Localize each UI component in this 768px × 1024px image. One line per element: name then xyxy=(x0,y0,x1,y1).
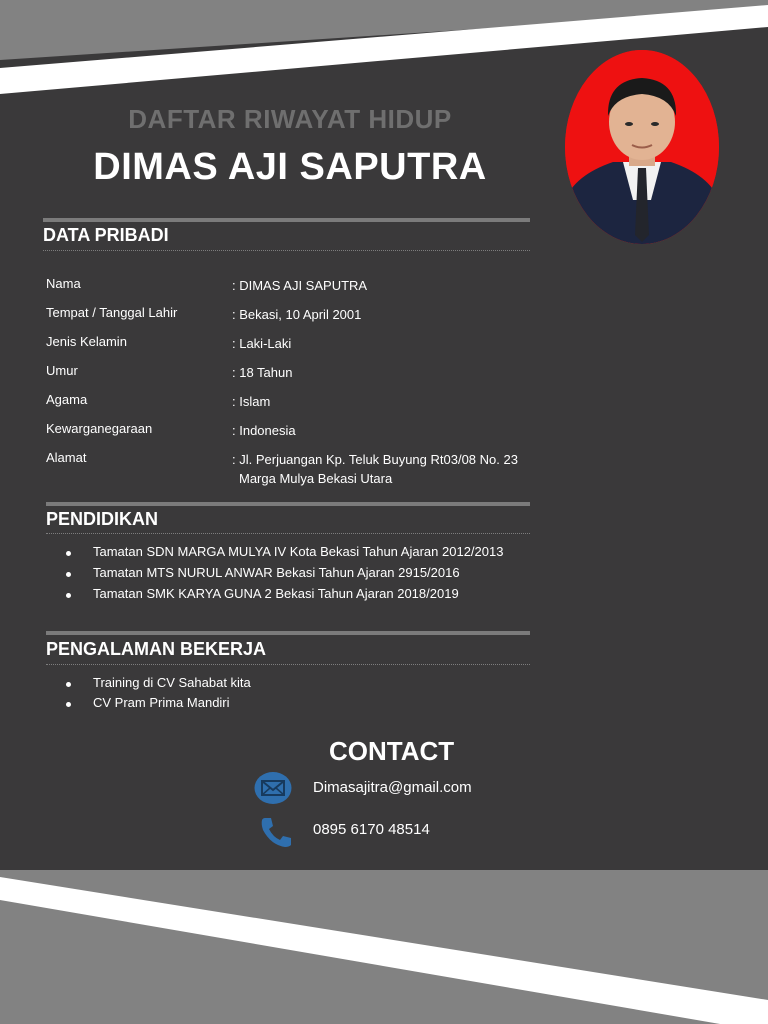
info-value: : Jl. Perjuangan Kp. Teluk Buyung Rt03/08 No. 23 xyxy=(232,452,518,467)
info-value: : Indonesia xyxy=(232,423,296,438)
info-value: : DIMAS AJI SAPUTRA xyxy=(232,278,368,293)
info-label: Nama xyxy=(46,276,81,291)
education-list xyxy=(66,544,503,607)
info-label: Tempat / Tanggal Lahir xyxy=(46,305,178,320)
info-value: : Bekasi, 10 April 2001 xyxy=(232,307,362,322)
info-value: : Islam xyxy=(232,394,271,409)
info-label: Umur xyxy=(46,363,78,378)
list-item: Tamatan MTS NURUL ANWAR Bekasi Tahun Ajaran 2915/2016 xyxy=(66,565,503,586)
contact-title: CONTACT xyxy=(329,736,455,766)
section-divider-pengalaman xyxy=(46,631,530,635)
section-underline-pengalaman xyxy=(46,664,530,665)
section-title-pengalaman: PENGALAMAN BEKERJA xyxy=(46,639,267,659)
section-title-pendidikan: PENDIDIKAN xyxy=(46,509,159,529)
person-name: DIMAS AJI SAPUTRA xyxy=(93,146,487,188)
list-item: Training di CV Sahabat kita xyxy=(66,675,251,695)
section-divider-pendidikan xyxy=(46,502,530,506)
section-title-data-pribadi: DATA PRIBADI xyxy=(43,225,169,245)
section-underline-pendidikan xyxy=(46,533,530,534)
contact-phone[interactable]: 0895 6170 48514 xyxy=(313,821,430,838)
info-value: : 18 Tahun xyxy=(232,365,293,380)
document-subtitle: DAFTAR RIWAYAT HIDUP xyxy=(128,104,452,134)
info-label: Jenis Kelamin xyxy=(46,334,127,349)
contact-email[interactable]: Dimasajitra@gmail.com xyxy=(313,779,472,796)
info-label: Kewarganegaraan xyxy=(46,421,153,436)
list-item: Tamatan SMK KARYA GUNA 2 Bekasi Tahun Ajaran 2018/2019 xyxy=(66,586,503,607)
section-underline-data-pribadi xyxy=(43,250,530,251)
profile-photo xyxy=(565,50,719,244)
list-item: CV Pram Prima Mandiri xyxy=(66,695,251,715)
info-value-continued: Marga Mulya Bekasi Utara xyxy=(239,471,393,486)
experience-list xyxy=(66,675,251,715)
list-item: Tamatan SDN MARGA MULYA IV Kota Bekasi Tahun Ajaran 2012/2013 xyxy=(66,544,503,565)
info-label: Alamat xyxy=(46,450,87,465)
envelope-icon xyxy=(254,771,292,810)
info-label: Agama xyxy=(46,392,88,407)
info-value: : Laki-Laki xyxy=(232,336,292,351)
section-divider-data-pribadi xyxy=(43,218,530,222)
phone-icon xyxy=(259,816,293,853)
